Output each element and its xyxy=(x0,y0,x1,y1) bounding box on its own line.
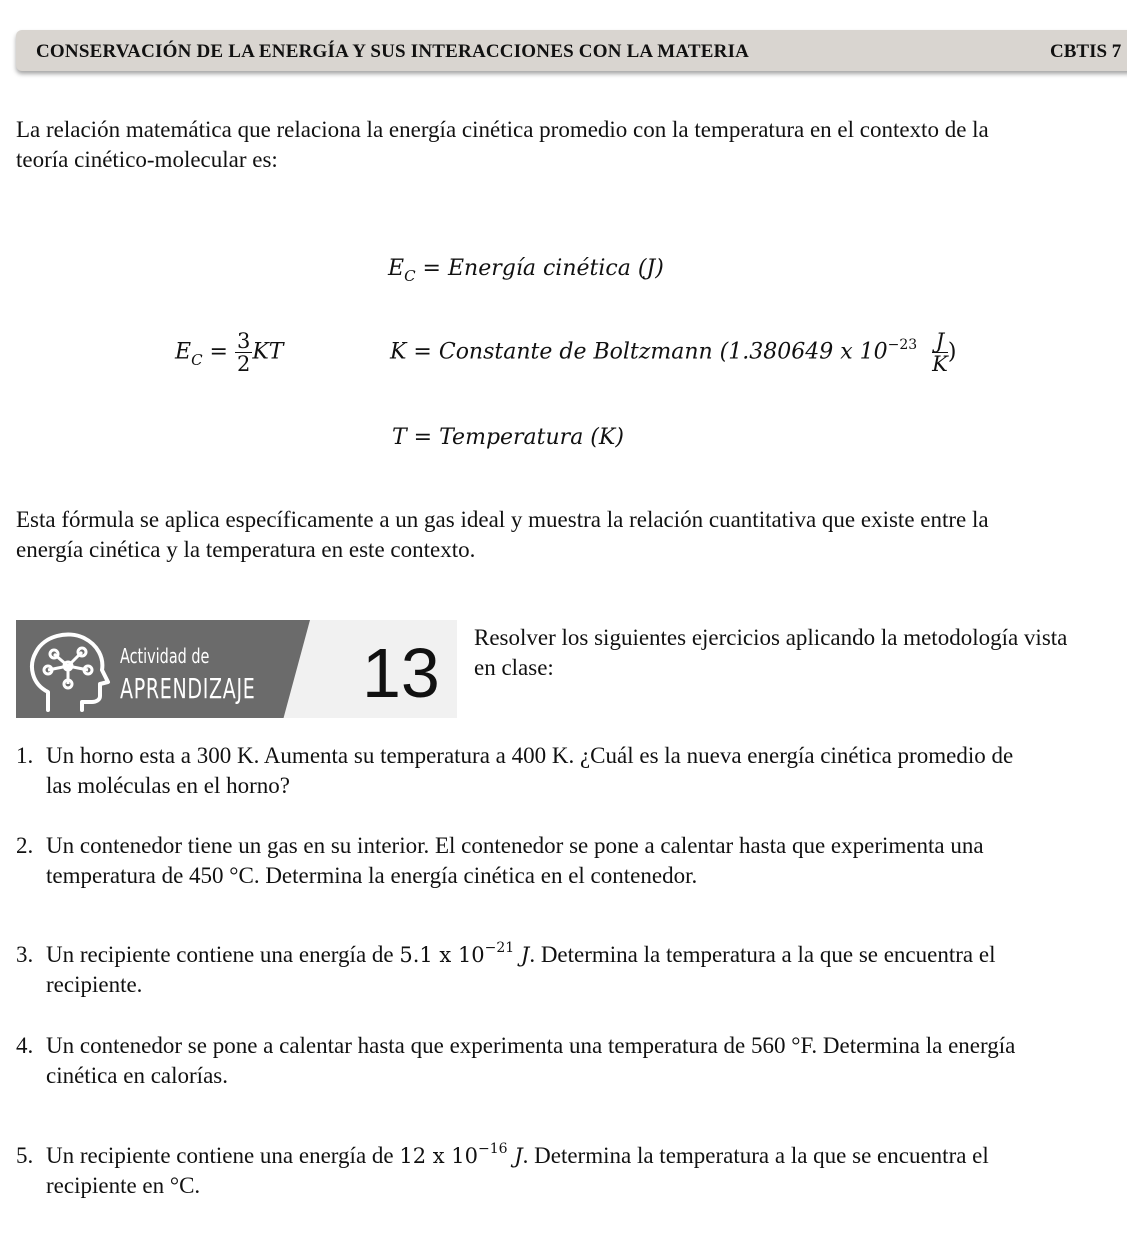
exercise-5-energy-base: 12 x 10 xyxy=(399,1144,478,1168)
exercise-5-energy-value xyxy=(399,1141,523,1168)
exercise-5-text-a: Un recipiente contiene una energía de xyxy=(46,1143,400,1168)
exercise-4-line-1: Un contenedor se pone a calentar hasta que experimenta una temperatura de 560 °F. Determina la energía xyxy=(46,1033,1016,1058)
exercise-1-number: 1. xyxy=(16,743,34,768)
exercise-2-number: 2. xyxy=(16,833,34,858)
header-school: CBTIS 7 xyxy=(1050,41,1122,62)
exercise-3-energy-base: 5.1 x 10 xyxy=(399,943,485,967)
k-unit-denominator: K xyxy=(932,352,948,376)
main-eq-subscript: C xyxy=(191,350,203,369)
k-definition-text: K = Constante de Boltzmann (1.380649 x 10 xyxy=(390,339,888,365)
main-eq-kt: KT xyxy=(252,339,284,365)
ec-definition-text: = Energía cinética (J) xyxy=(422,256,664,281)
activity-instruction-line-1: Resolver los siguientes ejercicios aplicando la metodología vista xyxy=(474,625,1068,650)
brain-head-icon xyxy=(22,626,114,714)
exercise-5-energy-exponent: −16 xyxy=(478,1141,508,1157)
header-title: CONSERVACIÓN DE LA ENERGÍA Y SUS INTERACCIONES CON LA MATERIA xyxy=(36,41,750,62)
intro-line-1: La relación matemática que relaciona la energía cinética promedio con la temperatura en el contexto de la xyxy=(16,117,989,142)
explanation-line-2: energía cinética y la temperatura en este contexto. xyxy=(16,537,476,562)
exercise-3-line-1 xyxy=(46,940,995,973)
exercise-2-line-1: Un contenedor tiene un gas en su interior. El contenedor se pone a calentar hasta que experimenta una xyxy=(46,833,984,858)
exercise-5-energy-unit: J xyxy=(507,1144,523,1168)
exercise-3-text-a: Un recipiente contiene una energía de xyxy=(46,942,400,967)
header-bar xyxy=(16,30,1127,71)
fraction-denominator: 2 xyxy=(236,352,251,376)
main-eq-fraction xyxy=(235,330,252,375)
explanation-line-1: Esta fórmula se aplica específicamente a un gas ideal y muestra la relación cuantitativa que existe entre la xyxy=(16,507,989,532)
exercise-4-number: 4. xyxy=(16,1033,34,1058)
formula-ec-definition xyxy=(388,256,664,285)
k-unit-numerator: J xyxy=(932,330,948,353)
exercise-1-line-2: las moléculas en el horno? xyxy=(46,773,290,798)
fraction-numerator: 3 xyxy=(236,329,251,353)
formula-k-definition: K = Constante de Boltzmann (1.380649 x $10^{-23}$ $\frac{J}{K}$ ) xyxy=(390,329,957,376)
exercise-5-text-b: . Determina la temperatura a la que se encuentra el xyxy=(522,1143,989,1168)
activity-label-bottom: APRENDIZAJE xyxy=(120,672,256,705)
ec-subscript: C xyxy=(404,267,416,285)
exercise-5-line-1 xyxy=(46,1141,989,1174)
formula-main-equation: $E_C$ = $\frac{3}{2}$ KT xyxy=(175,329,284,376)
exercise-3-energy-value xyxy=(399,940,530,967)
exercise-3-number: 3. xyxy=(16,942,34,967)
activity-banner xyxy=(16,620,457,718)
exercise-1-line-1: Un horno esta a 300 K. Aumenta su temperatura a 400 K. ¿Cuál es la nueva energía cinética promedio de xyxy=(46,743,1014,768)
exercise-3-line-2: recipiente. xyxy=(46,972,143,997)
activity-label-top: Actividad de xyxy=(120,644,210,668)
intro-line-2: teoría cinético-molecular es: xyxy=(16,147,278,172)
exercise-3-text-b: . Determina la temperatura a la que se encuentra el xyxy=(529,942,996,967)
exercise-2-line-2: temperatura de 450 °C. Determina la energía cinética en el contenedor. xyxy=(46,863,698,888)
exercise-4-line-2: cinética en calorías. xyxy=(46,1063,228,1088)
k-unit-fraction xyxy=(932,330,948,375)
activity-number: 13 xyxy=(362,634,440,712)
ec-symbol: E xyxy=(388,256,405,281)
exercise-5-number: 5. xyxy=(16,1143,34,1168)
exercise-5-line-2: recipiente en °C. xyxy=(46,1173,201,1198)
activity-instruction-line-2: en clase: xyxy=(474,655,554,680)
k-exponent: −23 xyxy=(887,336,918,353)
exercise-3-energy-exponent: −21 xyxy=(484,940,515,956)
exercise-3-energy-unit: J xyxy=(514,943,530,967)
main-eq-symbol: E xyxy=(175,339,192,365)
formula-t-definition: T = Temperatura (K) xyxy=(392,425,624,450)
